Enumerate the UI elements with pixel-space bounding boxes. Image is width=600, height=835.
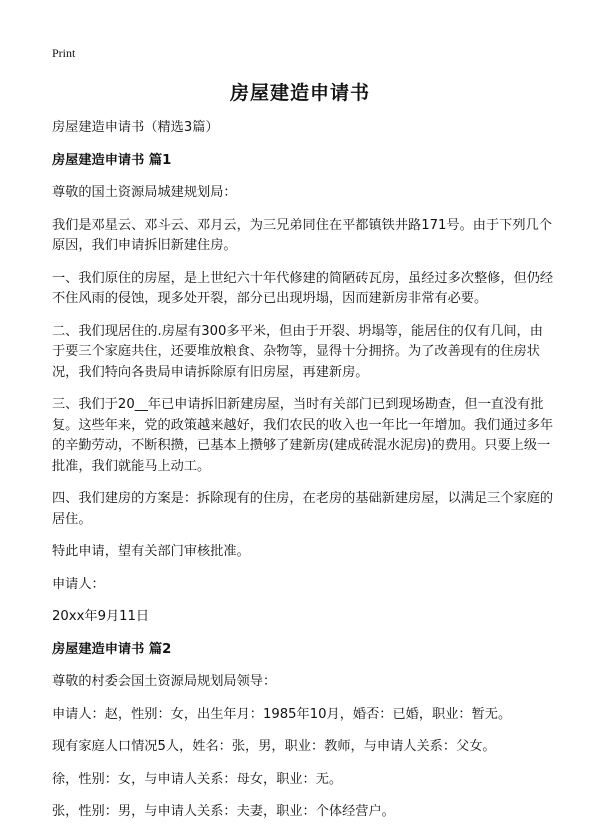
paragraph: 尊敬的国土资源局城建规划局：: [52, 185, 237, 200]
paragraph: 我们是邓星云、邓斗云、邓月云，为三兄弟同住在平都镇铁井路171号。由于下列几个原因，我们申请拆旧新建住房。: [52, 217, 552, 253]
document-title: 房屋建造申请书: [229, 82, 370, 104]
paragraph: 四、我们建房的方案是：拆除现有的住房，在老房的基础新建房屋，以满足三个家庭的居住。: [52, 491, 554, 527]
document-subtitle: 房屋建造申请书（精选3篇）: [52, 120, 219, 135]
paragraph: 二、我们现居住的.房屋有300多平米，但由于开裂、坍塌等，能居住的仅有几间，由于要三个家庭共住，还要堆放粮食、杂物等，显得十分拥挤。为了改善现有的住房状况，我们特向各贵局申请拆除原有旧房屋，再建新房。: [52, 323, 543, 380]
paragraph: 现有家庭人口情况5人，姓名：张，男，职业：教师，与申请人关系：父女。: [52, 739, 496, 754]
paragraph: 张，性别：男，与申请人关系：夫妻，职业：个体经营户。: [52, 804, 395, 819]
paragraph: 尊敬的村委会国土资源局规划局领导：: [52, 674, 277, 689]
paragraph: 特此申请，望有关部门审核批准。: [52, 544, 250, 559]
paragraph: 徐，性别：女，与申请人关系：母女，职业：无。: [52, 771, 343, 787]
paragraph: 三、我们于20__年已申请拆旧新建房屋，当时有关部门已到现场勘查，但一直没有批复。这些年来，党的政策越来越好，我们农民的收入也一年比一年增加。我们通过多年的辛勤劳动，不断积攒，已基本上攒够了建新房(建成砖混水泥房)的费用。只要上级一批准，我们就能马上动工。: [52, 397, 554, 474]
section-heading-1: 房屋建造申请书 篇1: [52, 152, 172, 168]
document-body: [52, 118, 554, 835]
section-heading-2: 房屋建造申请书 篇2: [52, 641, 172, 657]
paragraph: 20xx年9月11日: [52, 609, 150, 624]
paragraph: 一、我们原住的房屋，是上世纪六十年代修建的简陋砖瓦房，虽经过多次整修，但仍经不住风雨的侵蚀，现多处开裂，部分已出现坍塌，因而建新房非常有必要。: [52, 270, 554, 306]
paragraph: 申请人：: [52, 576, 105, 592]
print-link[interactable]: Print: [52, 46, 76, 60]
paragraph: 申请人：赵，性别：女，出生年月：1985年10月，婚否：已婚，职业：暂无。: [52, 706, 512, 722]
